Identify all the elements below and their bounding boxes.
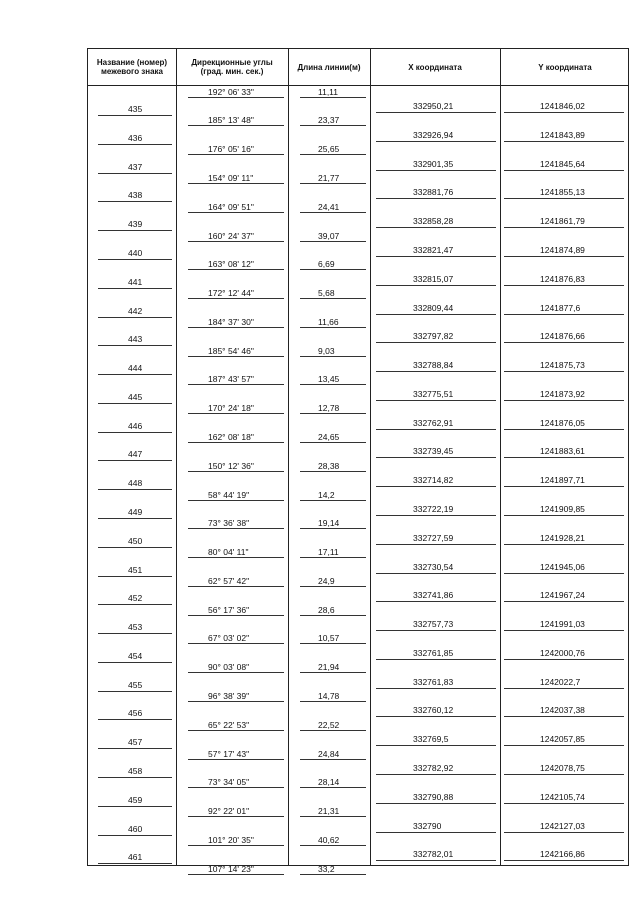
point-name: 460	[128, 823, 143, 834]
row-divider	[376, 256, 496, 257]
point-x: 332821,47	[413, 244, 454, 255]
row-divider	[376, 544, 496, 545]
point-name: 448	[128, 478, 143, 489]
point-y: 1241876,66	[540, 331, 585, 342]
segment-angle: 164° 09' 51"	[208, 201, 254, 212]
row-divider	[300, 643, 366, 644]
row-divider	[188, 212, 284, 213]
row-divider	[376, 832, 496, 833]
point-name: 447	[128, 449, 143, 460]
row-divider	[504, 342, 624, 343]
row-divider	[98, 115, 172, 116]
point-x: 332790	[413, 820, 442, 831]
row-divider	[376, 429, 496, 430]
row-divider	[504, 285, 624, 286]
row-divider	[188, 874, 284, 875]
point-x: 332782,01	[413, 849, 454, 860]
row-divider	[504, 429, 624, 430]
point-x: 332741,86	[413, 590, 454, 601]
segment-angle: 163° 08' 12"	[208, 259, 254, 270]
row-divider	[300, 356, 366, 357]
row-divider	[188, 500, 284, 501]
row-divider	[188, 471, 284, 472]
segment-length: 24,9	[318, 575, 335, 586]
segment-length: 28,6	[318, 604, 335, 615]
point-x: 332797,82	[413, 331, 454, 342]
point-x: 332761,85	[413, 647, 454, 658]
segment-length: 22,52	[318, 719, 340, 730]
row-divider	[188, 413, 284, 414]
row-divider	[188, 269, 284, 270]
point-name: 451	[128, 564, 143, 575]
point-x: 332788,84	[413, 360, 454, 370]
column-divider	[370, 49, 371, 865]
point-name: 436	[128, 132, 143, 143]
segment-length: 10,57	[318, 633, 340, 644]
row-divider	[98, 777, 172, 778]
row-divider	[188, 384, 284, 385]
column-divider	[500, 49, 501, 865]
segment-angle: 73° 36' 38"	[208, 518, 250, 529]
point-y: 1242057,85	[540, 734, 585, 745]
row-divider	[300, 384, 366, 385]
row-divider	[300, 672, 366, 673]
point-x: 332730,54	[413, 561, 454, 572]
row-divider	[376, 573, 496, 574]
row-divider	[504, 716, 624, 717]
point-y: 1241967,24	[540, 590, 585, 601]
segment-angle: 73° 34' 05"	[208, 777, 250, 788]
segment-length: 24,65	[318, 432, 340, 442]
row-divider	[504, 659, 624, 660]
row-divider	[98, 604, 172, 605]
row-divider	[300, 269, 366, 270]
row-divider	[300, 413, 366, 414]
row-divider	[188, 154, 284, 155]
segment-angle: 96° 38' 39"	[208, 691, 250, 701]
segment-length: 21,94	[318, 662, 340, 673]
segment-angle: 101° 20' 35"	[208, 834, 254, 845]
point-y: 1241876,05	[540, 417, 585, 428]
row-divider	[300, 500, 366, 501]
point-x: 332727,59	[413, 532, 454, 543]
row-divider	[98, 633, 172, 634]
point-name: 439	[128, 219, 143, 230]
row-divider	[376, 515, 496, 516]
segment-length: 13,45	[318, 374, 340, 385]
row-divider	[504, 170, 624, 171]
row-divider	[98, 518, 172, 519]
row-divider	[376, 170, 496, 171]
row-divider	[504, 256, 624, 257]
row-divider	[504, 832, 624, 833]
row-divider	[98, 144, 172, 145]
row-divider	[504, 860, 624, 861]
row-divider	[98, 230, 172, 231]
point-y: 1241945,06	[540, 561, 585, 572]
segment-angle: 176° 05' 16"	[208, 144, 254, 155]
row-divider	[376, 400, 496, 401]
point-y: 1241897,71	[540, 475, 585, 486]
row-divider	[188, 816, 284, 817]
row-divider	[504, 573, 624, 574]
point-x: 332950,21	[413, 101, 454, 111]
point-name: 461	[128, 852, 143, 863]
segment-angle: 185° 13' 48"	[208, 115, 254, 126]
segment-angle: 107° 14' 23"	[208, 863, 254, 874]
point-x: 332881,76	[413, 187, 454, 198]
row-divider	[98, 403, 172, 404]
segment-angle: 154° 09' 11"	[208, 172, 254, 183]
segment-length: 14,2	[318, 489, 335, 500]
row-divider	[188, 586, 284, 587]
segment-angle: 92° 22' 01"	[208, 806, 250, 817]
point-y: 1242000,76	[540, 647, 585, 658]
row-divider	[300, 615, 366, 616]
point-name: 441	[128, 276, 143, 287]
row-divider	[300, 97, 366, 98]
row-divider	[188, 845, 284, 846]
segment-angle: 62° 57' 42"	[208, 575, 250, 586]
segment-length: 9,03	[318, 345, 335, 356]
point-name: 449	[128, 506, 143, 517]
point-name: 442	[128, 305, 143, 316]
row-divider	[504, 630, 624, 631]
point-y: 1241874,89	[540, 244, 585, 255]
row-divider	[98, 748, 172, 749]
row-divider	[376, 141, 496, 142]
row-divider	[98, 201, 172, 202]
row-divider	[504, 745, 624, 746]
row-divider	[376, 774, 496, 775]
point-y: 1241843,89	[540, 129, 585, 140]
header-divider	[88, 85, 628, 86]
point-name: 452	[128, 593, 143, 604]
segment-length: 25,65	[318, 144, 340, 155]
row-divider	[376, 112, 496, 113]
row-divider	[300, 327, 366, 328]
point-name: 440	[128, 247, 143, 258]
row-divider	[300, 125, 366, 126]
point-y: 1242078,75	[540, 762, 585, 773]
coordinates-table	[87, 48, 629, 874]
point-name: 453	[128, 622, 143, 632]
point-x: 332769,5	[413, 734, 449, 745]
row-divider	[98, 317, 172, 318]
point-name: 459	[128, 794, 143, 805]
row-divider	[300, 787, 366, 788]
row-divider	[188, 327, 284, 328]
row-divider	[188, 557, 284, 558]
row-divider	[98, 173, 172, 174]
point-y: 1242105,74	[540, 791, 585, 802]
row-divider	[300, 154, 366, 155]
row-divider	[376, 198, 496, 199]
point-x: 332901,35	[413, 158, 454, 169]
point-name: 435	[128, 104, 143, 114]
row-divider	[504, 112, 624, 113]
row-divider	[98, 863, 172, 864]
point-y: 1242127,03	[540, 820, 585, 831]
segment-angle: 185° 54' 46"	[208, 345, 254, 356]
row-divider	[300, 471, 366, 472]
column-divider	[288, 49, 289, 865]
row-divider	[98, 662, 172, 663]
row-divider	[504, 371, 624, 372]
segment-angle: 187° 43' 57"	[208, 374, 254, 385]
row-divider	[98, 345, 172, 346]
segment-angle: 170° 24' 18"	[208, 403, 254, 414]
row-divider	[98, 806, 172, 807]
point-x: 332926,94	[413, 129, 454, 140]
row-divider	[98, 576, 172, 577]
point-name: 450	[128, 535, 143, 546]
point-name: 456	[128, 708, 143, 719]
row-divider	[376, 285, 496, 286]
segment-angle: 56° 17' 36"	[208, 604, 250, 615]
point-y: 1241877,6	[540, 302, 581, 313]
row-divider	[300, 241, 366, 242]
row-divider	[188, 787, 284, 788]
segment-length: 24,41	[318, 201, 340, 212]
point-name: 437	[128, 161, 143, 172]
row-divider	[300, 528, 366, 529]
header-angle: Дирекционные углы (град. мин. сек.)	[191, 58, 273, 76]
row-divider	[300, 759, 366, 760]
point-y: 1242022,7	[540, 676, 581, 687]
point-x: 332722,19	[413, 503, 454, 514]
segment-length: 17,11	[318, 547, 339, 558]
point-name: 446	[128, 420, 143, 431]
row-divider	[98, 719, 172, 720]
row-divider	[188, 528, 284, 529]
row-divider	[300, 816, 366, 817]
row-divider	[188, 672, 284, 673]
point-x: 332815,07	[413, 273, 454, 284]
segment-length: 11,66	[318, 316, 339, 327]
row-divider	[188, 356, 284, 357]
point-y: 1241855,13	[540, 187, 585, 198]
row-divider	[376, 486, 496, 487]
row-divider	[376, 227, 496, 228]
row-divider	[188, 643, 284, 644]
row-divider	[376, 371, 496, 372]
row-divider	[504, 774, 624, 775]
row-divider	[504, 601, 624, 602]
point-y: 1241846,02	[540, 101, 585, 111]
segment-length: 28,14	[318, 777, 340, 788]
segment-angle: 65° 22' 53"	[208, 719, 250, 730]
row-divider	[98, 259, 172, 260]
point-name: 444	[128, 363, 143, 373]
point-name: 457	[128, 737, 143, 748]
point-y: 1241873,92	[540, 388, 585, 399]
row-divider	[300, 845, 366, 846]
segment-angle: 172° 12' 44"	[208, 288, 254, 299]
header-x: X координата	[408, 62, 462, 72]
point-name: 445	[128, 391, 143, 402]
row-divider	[376, 803, 496, 804]
point-name: 438	[128, 190, 143, 201]
row-divider	[504, 227, 624, 228]
row-divider	[300, 730, 366, 731]
row-divider	[300, 874, 366, 875]
segment-angle: 184° 37' 30"	[208, 316, 254, 327]
row-divider	[98, 432, 172, 433]
row-divider	[504, 198, 624, 199]
row-divider	[376, 630, 496, 631]
segment-length: 19,14	[318, 518, 340, 529]
point-x: 332809,44	[413, 302, 454, 313]
row-divider	[300, 183, 366, 184]
row-divider	[300, 442, 366, 443]
row-divider	[300, 586, 366, 587]
row-divider	[504, 314, 624, 315]
point-x: 332762,91	[413, 417, 454, 428]
row-divider	[504, 803, 624, 804]
point-y: 1241883,61	[540, 446, 585, 457]
row-divider	[504, 544, 624, 545]
row-divider	[188, 442, 284, 443]
segment-angle: 67° 03' 02"	[208, 633, 250, 644]
point-x: 332790,88	[413, 791, 454, 802]
column-divider	[176, 49, 177, 865]
point-x: 332858,28	[413, 216, 454, 227]
segment-length: 21,31	[318, 806, 340, 817]
row-divider	[300, 701, 366, 702]
segment-length: 11,11	[318, 86, 339, 97]
segment-length: 23,37	[318, 115, 340, 126]
point-x: 332714,82	[413, 475, 454, 486]
segment-length: 21,77	[318, 172, 340, 183]
segment-length: 12,78	[318, 403, 340, 414]
row-divider	[376, 745, 496, 746]
segment-length: 24,84	[318, 748, 340, 759]
point-y: 1241861,79	[540, 216, 585, 227]
segment-angle: 57° 17' 43"	[208, 748, 250, 759]
segment-angle: 58° 44' 19"	[208, 489, 250, 500]
row-divider	[98, 288, 172, 289]
segment-length: 28,38	[318, 460, 340, 471]
point-y: 1241928,21	[540, 532, 585, 543]
row-divider	[300, 212, 366, 213]
point-x: 332782,92	[413, 762, 454, 773]
segment-length: 14,78	[318, 691, 340, 701]
row-divider	[98, 547, 172, 548]
point-y: 1242037,38	[540, 705, 585, 716]
header-length: Длина линии(м)	[297, 62, 361, 72]
segment-length: 5,68	[318, 288, 335, 299]
point-y: 1241909,85	[540, 503, 585, 514]
segment-angle: 160° 24' 37"	[208, 230, 254, 241]
point-name: 454	[128, 650, 143, 661]
row-divider	[504, 141, 624, 142]
row-divider	[98, 489, 172, 490]
segment-length: 40,62	[318, 834, 340, 845]
segment-length: 6,69	[318, 259, 335, 270]
row-divider	[376, 314, 496, 315]
point-x: 332760,12	[413, 705, 454, 716]
row-divider	[376, 342, 496, 343]
row-divider	[98, 374, 172, 375]
segment-angle: 192° 06' 33"	[208, 86, 254, 97]
segment-angle: 90° 03' 08"	[208, 662, 250, 673]
row-divider	[188, 183, 284, 184]
row-divider	[188, 759, 284, 760]
row-divider	[98, 691, 172, 692]
row-divider	[504, 688, 624, 689]
point-y: 1242166,86	[540, 849, 585, 860]
row-divider	[188, 298, 284, 299]
row-divider	[188, 125, 284, 126]
row-divider	[188, 97, 284, 98]
row-divider	[98, 460, 172, 461]
segment-length: 39,07	[318, 230, 340, 241]
row-divider	[376, 860, 496, 861]
header-name: Название (номер) межевого знака	[96, 58, 168, 76]
segment-length: 33,2	[318, 863, 335, 874]
point-name: 458	[128, 765, 143, 776]
segment-angle: 150° 12' 36"	[208, 460, 254, 471]
row-divider	[504, 457, 624, 458]
row-divider	[188, 241, 284, 242]
row-divider	[376, 601, 496, 602]
point-x: 332757,73	[413, 619, 454, 629]
point-x: 332739,45	[413, 446, 454, 457]
point-y: 1241991,03	[540, 619, 585, 629]
row-divider	[504, 400, 624, 401]
row-divider	[188, 730, 284, 731]
row-divider	[504, 515, 624, 516]
point-y: 1241876,83	[540, 273, 585, 284]
row-divider	[376, 457, 496, 458]
point-name: 455	[128, 679, 143, 690]
header-y: Y координата	[538, 62, 592, 72]
row-divider	[376, 716, 496, 717]
point-x: 332761,83	[413, 676, 454, 687]
segment-angle: 162° 08' 18"	[208, 432, 254, 442]
point-x: 332775,51	[413, 388, 454, 399]
point-y: 1241845,64	[540, 158, 585, 169]
row-divider	[376, 688, 496, 689]
row-divider	[504, 486, 624, 487]
row-divider	[188, 701, 284, 702]
row-divider	[98, 835, 172, 836]
row-divider	[300, 298, 366, 299]
row-divider	[376, 659, 496, 660]
segment-angle: 80° 04' 11"	[208, 547, 249, 558]
point-name: 443	[128, 334, 143, 345]
row-divider	[188, 615, 284, 616]
row-divider	[300, 557, 366, 558]
point-y: 1241875,73	[540, 360, 585, 370]
